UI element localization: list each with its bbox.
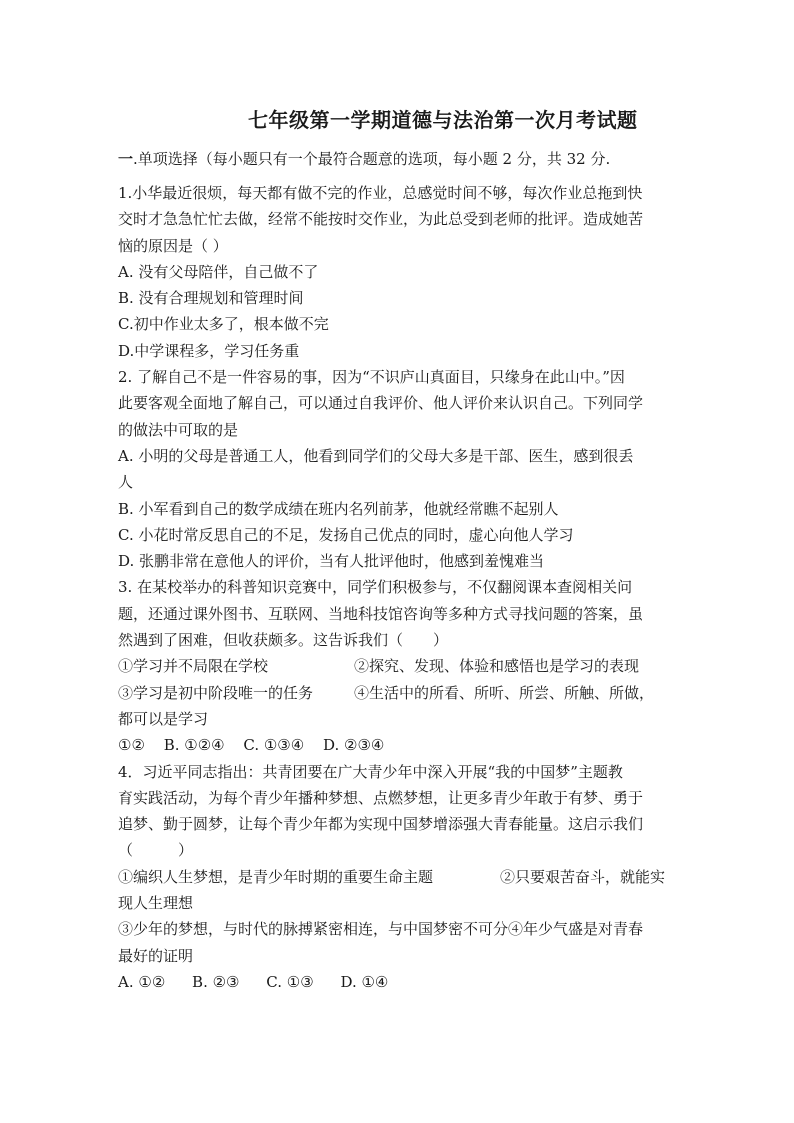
choice-d: D. ②③④: [322, 736, 385, 755]
choice-d: D. ①④: [340, 972, 389, 991]
statement-3: ③学习是初中阶段唯一的任务: [118, 683, 314, 702]
statement-2: ②探究、发现、体验和感悟也是学习的表现: [354, 657, 640, 676]
statement-4-continued: 都可以是学习: [118, 709, 209, 728]
statement-3-4: ③少年的梦想，与时代的脉搏紧密相连，与中国梦密不可分④年少气盛是对青春: [118, 920, 644, 939]
statement-1: ①学习并不局限在学校: [118, 657, 269, 676]
question-list: [118, 180, 678, 995]
statement-2-continued: 现人生理想: [118, 894, 194, 913]
question-1: [118, 180, 678, 364]
option-d: D.中学课程多，学习任务重: [118, 341, 300, 360]
question-text-line: 4．习近平同志指出：共青团要在广大青少年中深入开展“我的中国梦”主题教: [118, 762, 623, 781]
choice-a: A. ①②: [118, 972, 166, 991]
section-instructions: .单项选择（每小题只有一个最符合题意的选项，每小题 2 分，共 32 分.: [133, 150, 611, 168]
option-a-continued: 人: [118, 473, 134, 492]
option-c: C.初中作业太多了，根本做不完: [118, 315, 329, 334]
question-4: [118, 759, 678, 996]
section-heading: [118, 148, 610, 169]
statement-4: ④生活中的所看、所听、所尝、所触、所做，: [354, 683, 655, 702]
choice-b: B. ②③: [192, 972, 240, 991]
section-number: 一: [118, 150, 134, 168]
choice-b: B. ①②④: [163, 736, 225, 755]
question-text-line: 追梦、勤于圆梦，让每个青少年都为实现中国梦增添强大青春能量。这启示我们: [118, 815, 644, 834]
question-text-line: 题，还通过课外图书、互联网、当地科技馆咨询等多种方式寻找问题的答案，虽: [118, 604, 644, 623]
question-text-line: 交时才急急忙忙去做，经常不能按时交作业，为此总受到老师的批评。造成她苦: [118, 210, 644, 229]
question-text-line: （ ）: [118, 841, 194, 860]
option-b: B. 小军看到自己的数学成绩在班内名列前茅，他就经常瞧不起别人: [118, 499, 559, 518]
option-d: D. 张鹏非常在意他人的评价，当有人批评他时，他感到羞愧难当: [118, 552, 545, 571]
question-2: [118, 364, 678, 574]
question-text-line: 的做法中可取的是: [118, 420, 239, 439]
option-b: B. 没有合理规划和管理时间: [118, 289, 304, 308]
question-3: [118, 574, 678, 758]
question-text-line: 3. 在某校举办的科普知识竞赛中，同学们积极参与，不仅翻阅课本查阅相关问: [118, 578, 633, 597]
option-a: A. 小明的父母是普通工人，他看到同学们的父母大多是干部、医生，感到很丢: [118, 446, 634, 465]
statement-4-continued: 最好的证明: [118, 946, 194, 965]
question-text-line: 1.小华最近很烦，每天都有做不完的作业，总感觉时间不够，每次作业总拖到快: [118, 184, 643, 202]
choice-a: ①②: [118, 736, 145, 755]
option-c: C. 小花时常反思自己的不足，发扬自己优点的同时，虚心向他人学习: [118, 525, 574, 544]
statement-row: [118, 680, 678, 706]
answer-choices: [118, 969, 678, 995]
statement-1: ①编织人生梦想，是青少年时期的重要生命主题: [118, 867, 434, 886]
question-text-line: 此要客观全面地了解自己，可以通过自我评价、他人评价来认识自己。下列同学: [118, 394, 644, 413]
question-text-line: 育实践活动，为每个青少年播种梦想、点燃梦想，让更多青少年敢于有梦、勇于: [118, 788, 644, 807]
statement-row: [118, 653, 678, 679]
answer-choices: [118, 732, 678, 758]
statement-2: ②只要艰苦奋斗，就能实: [500, 867, 666, 886]
question-text-line: 然遇到了困难，但收获颇多。这告诉我们（ ）: [118, 631, 449, 650]
option-a: A. 没有父母陪伴，自己做不了: [118, 262, 319, 281]
choice-c: C. ①③: [266, 972, 314, 991]
statement-row: [118, 864, 678, 890]
exam-title: 七年级第一学期道德与法治第一次月考试题: [248, 108, 638, 132]
question-text-line: 恼的原因是（ ）: [118, 236, 228, 255]
choice-c: C. ①③④: [243, 736, 305, 755]
question-text-line: 2. 了解自己不是一件容易的事，因为“不识庐山真面目，只缘身在此山中。”因: [118, 368, 625, 387]
